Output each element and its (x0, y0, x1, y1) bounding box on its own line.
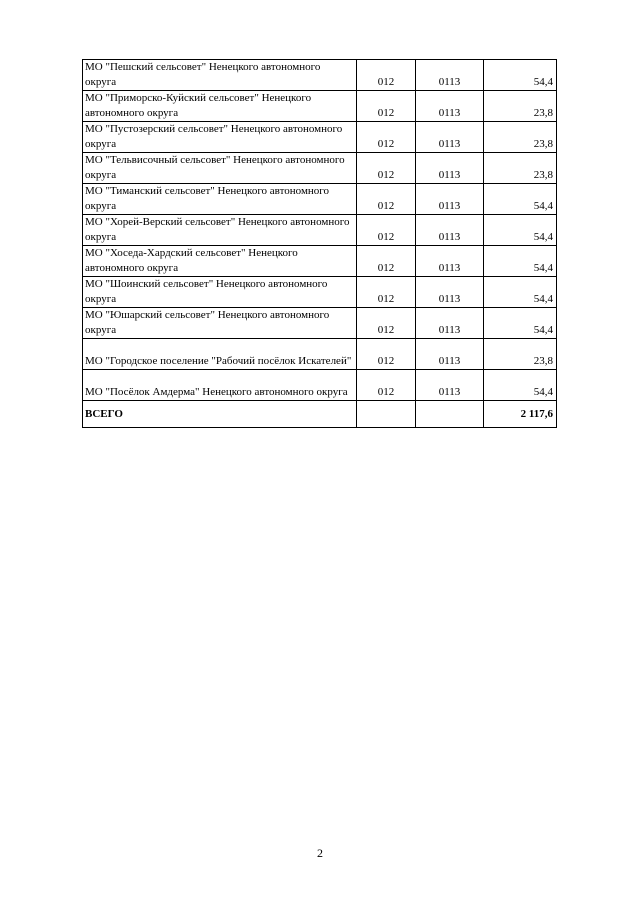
section-code-cell: 0113 (416, 370, 484, 401)
ministry-code-cell: 012 (357, 339, 416, 370)
amount-cell: 23,8 (484, 122, 557, 153)
municipality-name-cell: МО "Шоинский сельсовет" Ненецкого автономного округа (83, 277, 357, 308)
table-row (83, 339, 557, 370)
section-code-cell: 0113 (416, 91, 484, 122)
table-row (83, 153, 557, 184)
ministry-code-cell: 012 (357, 370, 416, 401)
section-code-cell: 0113 (416, 153, 484, 184)
table-row (83, 60, 557, 91)
municipality-name-cell: МО "Хоседа-Хардский сельсовет" Ненецкого автономного округа (83, 246, 357, 277)
table-row (83, 246, 557, 277)
ministry-code-cell: 012 (357, 246, 416, 277)
section-code-cell: 0113 (416, 215, 484, 246)
section-code-cell: 0113 (416, 308, 484, 339)
table-row (83, 215, 557, 246)
amount-cell: 54,4 (484, 215, 557, 246)
municipality-name-cell: МО "Пешский сельсовет" Ненецкого автономного округа (83, 60, 357, 91)
table-row (83, 308, 557, 339)
municipality-name-cell: МО "Городское поселение "Рабочий посёлок Искателей" (83, 339, 357, 370)
amount-cell: 54,4 (484, 60, 557, 91)
municipality-name-cell: МО "Тиманский сельсовет" Ненецкого автономного округа (83, 184, 357, 215)
ministry-code-cell: 012 (357, 277, 416, 308)
total-empty-cell (416, 401, 484, 428)
table-body (83, 60, 557, 428)
amount-cell: 54,4 (484, 184, 557, 215)
ministry-code-cell: 012 (357, 60, 416, 91)
total-label-cell: ВСЕГО (83, 401, 357, 428)
municipality-name-cell: МО "Посёлок Амдерма" Ненецкого автономного округа (83, 370, 357, 401)
municipality-name-cell: МО "Хорей-Верский сельсовет" Ненецкого автономного округа (83, 215, 357, 246)
budget-allocation-table (82, 59, 557, 428)
ministry-code-cell: 012 (357, 122, 416, 153)
ministry-code-cell: 012 (357, 308, 416, 339)
section-code-cell: 0113 (416, 277, 484, 308)
table-row (83, 91, 557, 122)
section-code-cell: 0113 (416, 122, 484, 153)
section-code-cell: 0113 (416, 60, 484, 91)
section-code-cell: 0113 (416, 246, 484, 277)
municipality-name-cell: МО "Юшарский сельсовет" Ненецкого автономного округа (83, 308, 357, 339)
table-row (83, 277, 557, 308)
table-row (83, 184, 557, 215)
ministry-code-cell: 012 (357, 91, 416, 122)
amount-cell: 23,8 (484, 339, 557, 370)
municipality-name-cell: МО "Пустозерский сельсовет" Ненецкого автономного округа (83, 122, 357, 153)
ministry-code-cell: 012 (357, 215, 416, 246)
amount-cell: 23,8 (484, 91, 557, 122)
table-row (83, 122, 557, 153)
ministry-code-cell: 012 (357, 153, 416, 184)
section-code-cell: 0113 (416, 339, 484, 370)
amount-cell: 54,4 (484, 308, 557, 339)
section-code-cell: 0113 (416, 184, 484, 215)
page-number: 2 (317, 846, 323, 860)
amount-cell: 54,4 (484, 370, 557, 401)
amount-cell: 54,4 (484, 277, 557, 308)
table-row (83, 370, 557, 401)
amount-cell: 23,8 (484, 153, 557, 184)
total-row (83, 401, 557, 428)
amount-cell: 54,4 (484, 246, 557, 277)
ministry-code-cell: 012 (357, 184, 416, 215)
municipality-name-cell: МО "Тельвисочный сельсовет" Ненецкого автономного округа (83, 153, 357, 184)
total-amount-cell: 2 117,6 (484, 401, 557, 428)
total-empty-cell (357, 401, 416, 428)
municipality-name-cell: МО "Приморско-Куйский сельсовет" Ненецкого автономного округа (83, 91, 357, 122)
